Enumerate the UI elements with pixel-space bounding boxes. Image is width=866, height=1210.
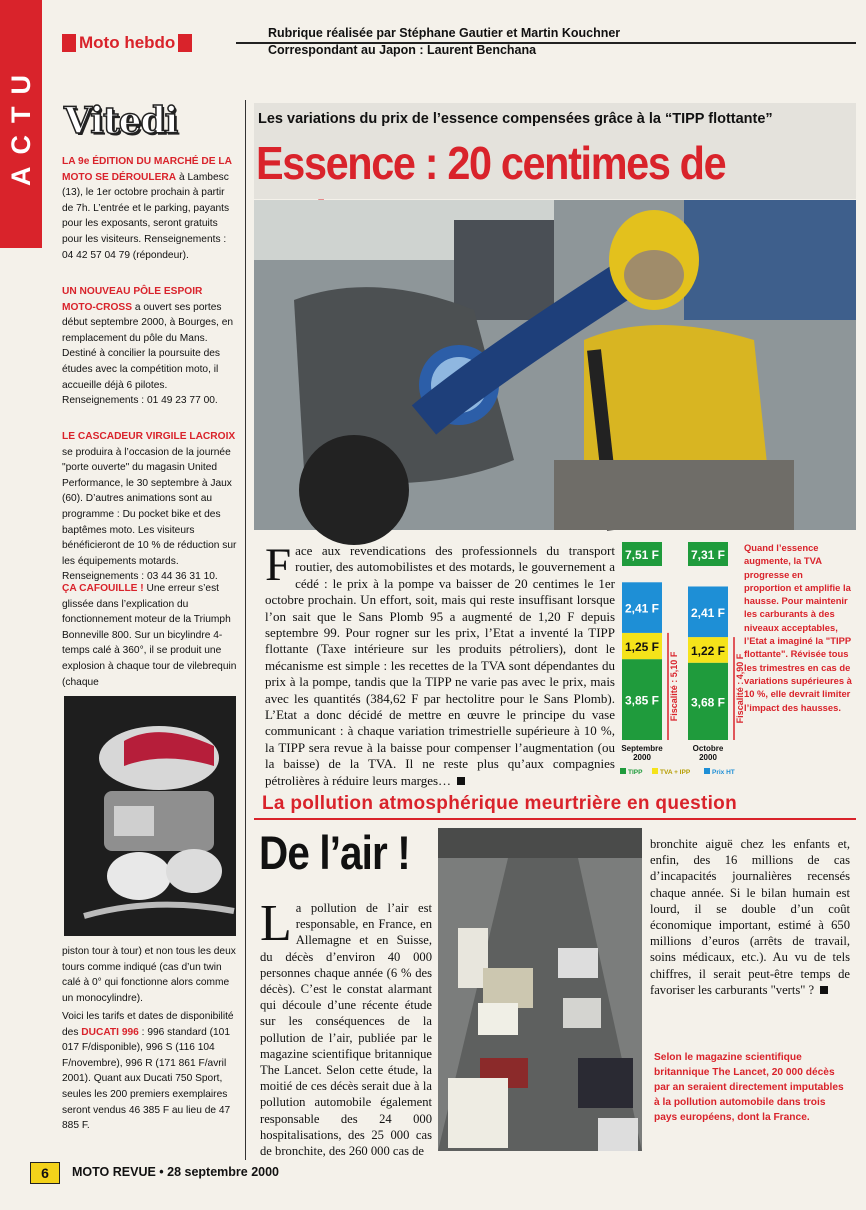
essence-body-text: ace aux revendications des professionnels du transport routier, des automobilistes et des motards, le gouvernement a cédé : le prix à la pompe va baisser de 20 centimes le 1er octobre prochain. Un effort, soit, mais qui reste insuffisant lorsque l’on sait que le Sans Plomb 95 a augmenté de 1,20 F depuis septembre 99. Pour rogner sur les prix, l’Etat a inventé la TIPP flottante (Taxe intérieure sur les produits pétroliers), dont le mécanisme est simple : les recettes de la TVA sont dépendantes du prix à la pompe, tandis que la TIPP ne varie pas avec le prix, mais avec les quantités (384,62 F par hectolitre pour le Sans Plomb). L’Etat a donc décidé de mettre en œuvre le principe du vase communicant : à chaque variation trimestrielle supérieure à 10 %, la TIPP sera revue à la baisse pour compenser l’augmentation (ou la baisse) de la TVA. Il ne reste plus qu’aux compagnies pétrolières à réduire leurs marges… [265, 543, 615, 788]
rubric-label: Moto hebdo [79, 33, 176, 52]
total-label: 7,51 F [624, 548, 660, 562]
brief-lead: ÇA CAFOUILLE ! [62, 583, 144, 594]
pollution-caption: Selon le magazine scientifique britannique The Lancet, 20 000 décès par an seraient directement imputables à la pollution automobile dans trois pays européens, dont la France. [654, 1052, 844, 1123]
brief-text: à Lambesc (13), le 1er octobre prochain à partir de 7h. L’entrée et le parking, payants pour les exposants, seront gratuits pour les visiteurs. Renseignements : 04 42 57 04 79 (répondeur). [62, 171, 230, 261]
total-label: 7,31 F [690, 548, 726, 562]
segment-label: 1,22 F [690, 643, 726, 658]
legend-swatch [652, 768, 658, 774]
brief-text: Une erreur s’est glissée dans l’explication du fonctionnement moteur de la Triumph Bonneville 800. Sur un bicylindre 4-temps calé à 360°, il se produit une explosion à chaque tour de vilebrequin (chaque [62, 583, 237, 688]
rubric-marker-right [178, 34, 192, 52]
legend-label: TVA + IPP [660, 769, 691, 776]
segment-label: 3,68 F [690, 695, 726, 710]
ducati-brief [62, 1009, 238, 1134]
footer-text: MOTO REVUE • 28 septembre 2000 [72, 1165, 280, 1179]
segment-label: 2,41 F [690, 605, 726, 620]
ducati-intro: Voici les tarifs et dates de disponibilité des [62, 1011, 234, 1038]
brief-4 [62, 581, 238, 690]
credits [268, 25, 620, 59]
category-label: Septembre [621, 744, 663, 753]
pollution-body-1 [260, 895, 432, 1159]
pollution-dropcap: L [260, 895, 292, 952]
pollution-subtitle: La pollution atmosphérique meurtrière en question [262, 793, 737, 814]
traffic-jam-photo [438, 828, 642, 1151]
brief-1 [62, 154, 238, 263]
chart-caption: Quand l’essence augmente, la TVA progresse en proportion et amplifie la hausse. Pour maintenir les carburants à des niveaux acceptables, l’Etat a imaginé la "TIPP flottante". Révisée tous les trimestres en cas de variations supérieures à 10 %, elle devrait limiter l’impact des hausses. [744, 542, 852, 713]
legend-label: TIPP [628, 769, 643, 776]
pollution-title: De l’air ! [259, 826, 410, 879]
ducati-text: : 996 standard (101 017 F/disponible), 996 S (116 104 F/novembre), 996 R (171 861 F/avril 2001). Quant aux Ducati 750 Sport, seules les 200 premiers exemplaires seront vendus 46 385 F au lieu de 47 885 F. [62, 1026, 231, 1132]
column-rule [245, 100, 246, 1160]
segment-label: 1,25 F [624, 640, 660, 655]
brief-text: a ouvert ses portes début septembre 2000, à Bourges, en remplacement du pôle du Mans. Destiné à concilier la poursuite des études avec la compétition moto, il accueille déjà 6 pilotes. Renseignements : 01 49 23 77 00. [62, 301, 234, 407]
brief-lead: LA 9e ÉDITION DU MARCHÉ DE LA MOTO SE DÉROULERA [62, 156, 232, 183]
credits-line-2: Correspondant au Japon : Laurent Benchana [268, 43, 537, 57]
fuel-station-photo [254, 200, 856, 530]
essence-body [265, 539, 615, 789]
triumph-engine-photo [64, 696, 236, 936]
ducati-name: DUCATI 996 [81, 1026, 139, 1038]
end-mark [820, 986, 828, 994]
essence-title: Essence : 20 centimes de [256, 137, 726, 189]
pollution-body-1-text: a pollution de l’air est responsable, en France, en Allemagne et en Suisse, du décès d’environ 40 000 personnes chaque année (6 % des décès). C’est le constat alarmant qui découle d’une récente étude sur les conséquences de la pollution de l’air, publiée par le magazine scientifique britannique The Lancet. Selon cette étude, la moitié de ces décès serait due à la pollution automobile également responsable des 24 000 hospitalisations, des 25 000 cas de bronchite, des 260 000 cas de [260, 901, 432, 1159]
brief-4-continued: piston tour à tour) et non tous les deux tours comme indiqué (cas d’un twin calé à 0° qui fonctionne alors comme un monocylindre). [62, 946, 236, 1004]
brief-lead: UN NOUVEAU PÔLE ESPOIR MOTO-CROSS [62, 286, 203, 313]
segment-label: 2,41 F [624, 601, 660, 616]
end-mark [457, 777, 465, 785]
rubric-title [62, 33, 192, 53]
traffic-photo-art [438, 828, 642, 1151]
pollution-rule [254, 818, 856, 820]
fuel-price-chart [618, 540, 745, 778]
legend-swatch [620, 768, 626, 774]
fuel-photo-art [254, 200, 856, 530]
category-label: 2000 [699, 753, 717, 762]
essence-dropcap: F [265, 539, 292, 591]
brief-3 [62, 429, 238, 585]
legend-label: Prix HT [712, 769, 735, 776]
rubric-marker-left [62, 34, 76, 52]
pollution-body-2 [650, 836, 850, 998]
pollution-body-2-text: bronchite aiguë chez les enfants et, enfin, des 16 millions de cas d’incapacités journalières recensés chaque année. Si le bilan humain est lourd, il se double d’un coût économique important, estimé à 650 millions d’euros (arrêts de travail, soins médicaux, etc.). Au vu de tels chiffres, il serait peut-être temps de favoriser les carburants "verts" ? [650, 837, 850, 997]
credits-line-1: Rubrique réalisée par Stéphane Gautier et Martin Kouchner [268, 26, 621, 40]
brief-text: se produira à l’occasion de la journée "porte ouverte" du magasin United Performance, le 30 septembre à Jaux (60). D’autres animations sont au programme : Du pocket bike et des baptêmes moto. Les visiteurs bénéficieront de 10 % de réduction sur les équipements motards. Renseignements : 03 44 36 31 10. [62, 446, 237, 583]
page-number: 6 [30, 1162, 60, 1184]
brief-2 [62, 284, 238, 409]
fiscalite-label: Fiscalité : 4,90 F [735, 653, 745, 724]
vitedi-heading: Vitedi [64, 100, 178, 142]
section-tab-label: ACTU [5, 62, 36, 186]
segment-label: 3,85 F [624, 693, 660, 708]
category-label: 2000 [633, 753, 651, 762]
legend-swatch [704, 768, 710, 774]
section-tab [0, 0, 42, 248]
essence-subtitle: Les variations du prix de l’essence compensées grâce à la “TIPP flottante” [258, 111, 773, 127]
engine-photo-art [64, 696, 236, 936]
brief-lead: LE CASCADEUR VIRGILE LACROIX [62, 431, 236, 442]
category-label: Octobre [692, 744, 724, 753]
fiscalite-label: Fiscalité : 5,10 F [669, 651, 679, 722]
